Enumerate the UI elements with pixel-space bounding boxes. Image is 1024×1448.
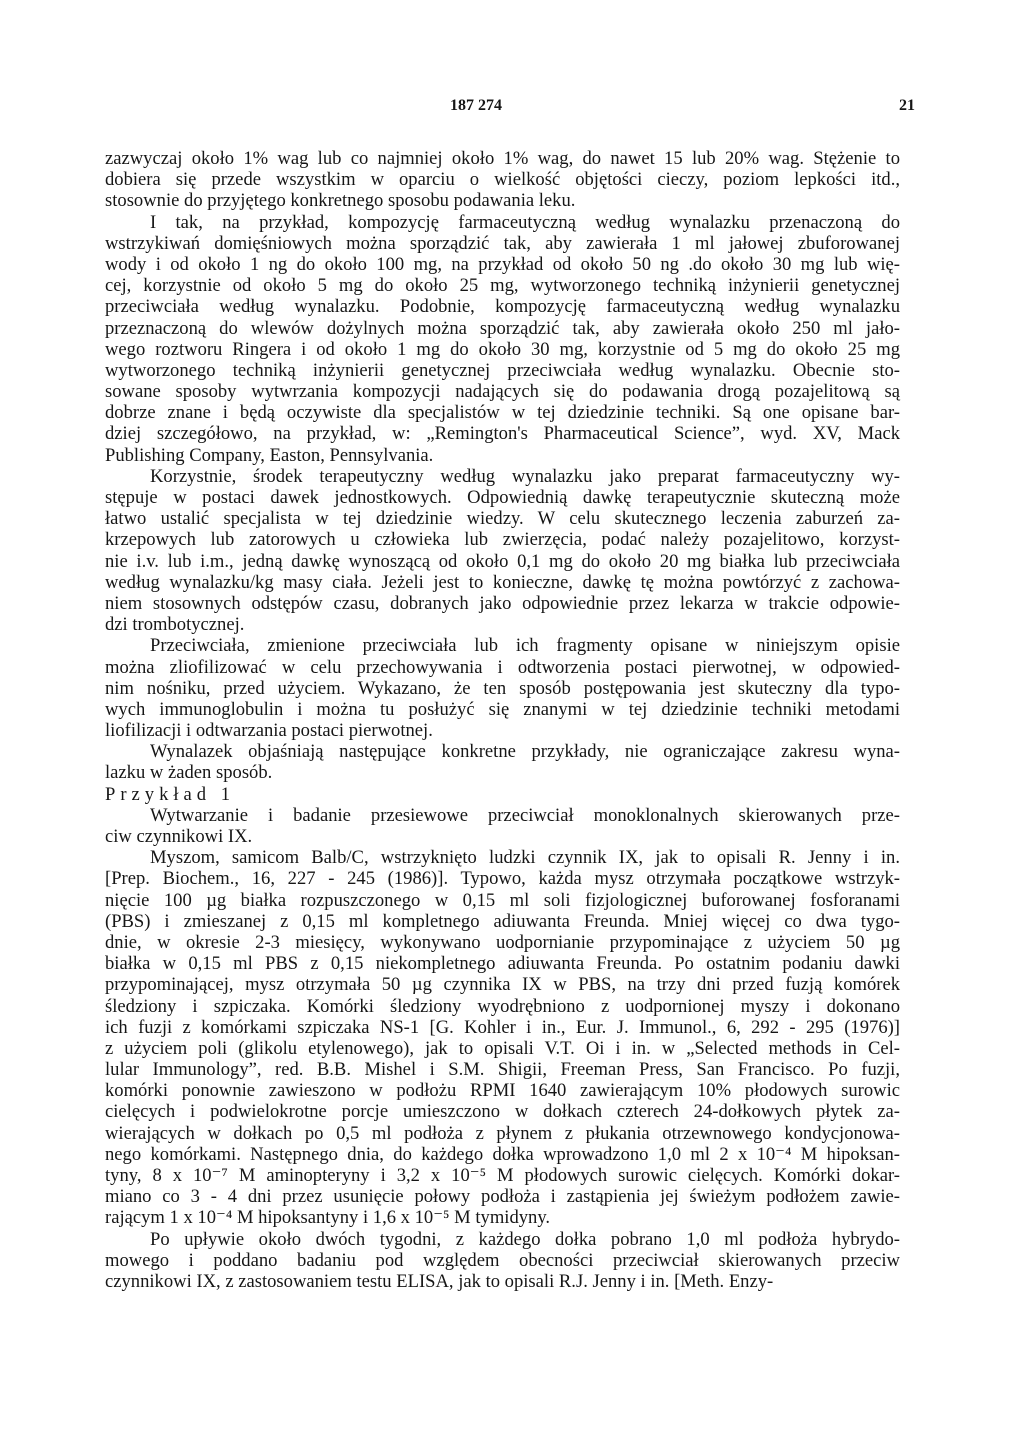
text-line: rającym 1 x 10⁻⁴ M hipoksantyny i 1,6 x 10⁻⁵ M tymidyny. <box>105 1207 551 1229</box>
text-line: lular Immunology”, red. B.B. Mishel i S.M. Shigii, Freeman Press, San Francisco. Po fuzji, <box>105 1059 900 1081</box>
text-line: dnie, w okresie 2-3 miesięcy, wykonywano uodpornianie przypominające z użyciem 50 µg <box>105 931 900 953</box>
text-line: tyny, 8 x 10⁻⁷ M aminopteryny i 3,2 x 10⁻⁵ M płodowych surowic cielęcych. Komórki dokar- <box>105 1165 900 1186</box>
page-header <box>0 97 1024 121</box>
text-line: Po upływie około dwóch tygodni, z każdego dołka pobrano 1,0 ml podłoża hybrydo- <box>150 1228 900 1250</box>
patent-number: 187 274 <box>450 97 502 114</box>
text-line: wego roztworu Ringera i od około 1 mg do około 30 mg, korzystnie od 5 mg do około 25 mg <box>105 338 900 360</box>
paragraph <box>105 805 900 847</box>
example-heading <box>105 784 900 805</box>
text-line: lazku w żaden sposób. <box>105 762 273 784</box>
paragraph <box>105 466 900 636</box>
text-line: zazwyczaj około 1% wag lub co najmniej około 1% wag, do nawet 15 lub 20% wag. Stężenie to <box>105 148 900 169</box>
text-line: dobrze znane i będą oczywiste dla specjalistów w tej dziedzinie techniki. Są one opisane bar- <box>105 402 900 424</box>
text-line: białka w 0,15 ml PBS z 0,15 niekompletnego adiuwanta Freunda. Po ostatnim podaniu dawki <box>105 953 900 975</box>
text-line: liofilizacji i odtwarzania postaci pierwotnej. <box>105 720 433 742</box>
text-line: I tak, na przykład, kompozycję farmaceutyczną według wynalazku przenaczoną do <box>150 211 900 233</box>
text-line: krzepowych lub zatorowych u człowieka lub zwierzęcia, podać należy pozajelitowo, korzyst- <box>105 529 900 551</box>
text-line: [Prep. Biochem., 16, 227 - 245 (1986)]. Typowo, każda mysz otrzymała początkowe wstrzyk- <box>105 868 900 890</box>
text-line: z użyciem poli (glikolu etylenowego), jak to opisali V.T. Oi i in. w „Selected methods in Cel- <box>105 1037 900 1059</box>
text-line: przypominającej, mysz otrzymała 50 µg czynnika IX w PBS, na trzy dni przed fuzją komórek <box>105 974 900 996</box>
text-line: Przeciwciała, zmienione przeciwciała lub ich fragmenty opisane w niniejszym opisie <box>150 635 900 657</box>
text-line: miano co 3 - 4 dni przez usunięcie połowy podłoża i zastąpienia jej świeżym podłożem zawie- <box>105 1186 900 1208</box>
text-line: wierających w dołkach po 0,5 ml podłoża z płynem z płukania otrzewnowego kondycjonowa- <box>105 1122 900 1144</box>
paragraph <box>105 148 900 212</box>
text-line: śledziony i szpiczaka. Komórki śledziony wyodrębniono z uodpornionej myszy i dokonano <box>105 995 900 1017</box>
text-line: mowego i poddano badaniu pod względem obecności przeciwciał skierowanych przeciw <box>105 1249 900 1271</box>
text-line: ciw czynnikowi IX. <box>105 826 253 847</box>
text-line: dzi trombotycznej. <box>105 614 245 636</box>
text-line: Korzystnie, środek terapeutyczny według wynalazku jako preparat farmaceutyczny wy- <box>150 465 900 487</box>
paragraph <box>105 1229 900 1293</box>
text-line: stępuje w postaci dawek jednostkowych. Odpowiednią dawkę terapeutycznie skuteczną może <box>105 487 900 508</box>
text-line: wych immunoglobulin i można tu posłużyć się znanymi w tej dziedzinie techniki metodami <box>105 698 900 720</box>
text-line: ich fuzji z komórkami szpiczaka NS-1 [G. Kohler i in., Eur. J. Immunol., 6, 292 - 295 (1976)] <box>105 1016 900 1038</box>
heading-text: Przykład 1 <box>105 783 236 805</box>
paragraph <box>105 212 900 466</box>
text-line: przeciwciała według wynalazku. Podobnie, kompozycję farmaceutyczną według wynalazku <box>105 296 900 318</box>
text-line: Myszom, samicom Balb/C, wstrzyknięto ludzki czynnik IX, jak to opisali R. Jenny i in. <box>150 847 900 869</box>
text-line: wytworzonego techniką inżynierii genetycznej przeciwciała według wynalazku. Obecnie sto- <box>105 359 900 381</box>
text-line: niem stosownych odstępów czasu, dobranych jako odpowiednie przez lekarza w trakcie odpowie- <box>105 592 900 614</box>
text-line: stosownie do przyjętego konkretnego sposobu podawania leku. <box>105 190 576 212</box>
text-line: cej, korzystnie od około 5 mg do około 25 mg, wytworzonego techniką inżynierii genetycznej <box>105 275 900 297</box>
text-line: wody i od około 1 ng do około 100 mg, na przykład od około 50 ng .do około 30 mg lub wię- <box>105 253 900 275</box>
text-line: dobiera się przede wszystkim w oparciu o wielkość objętości cieczy, poziom lepkości itd., <box>105 169 900 191</box>
text-line: sowane sposoby wytwrzania kompozycji nadających się do podawania drogą pozajelitową są <box>105 381 900 403</box>
text-line: Publishing Company, Easton, Pennsylvania. <box>105 444 434 466</box>
text-line: przeznaczoną do wlewów dożylnych można sporządzić tak, aby zawierała około 250 ml jało- <box>105 317 900 339</box>
body-text <box>105 148 900 1292</box>
text-line: komórki ponownie zawieszono w podłożu RPMI 1640 zawierającym 10% płodowych surowic <box>105 1080 900 1102</box>
paragraph <box>105 635 900 741</box>
paragraph <box>105 741 900 783</box>
text-line: nie i.v. lub i.m., jedną dawkę wynoszącą od około 0,1 mg do około 20 mg białka lub przeciwciała <box>105 550 900 572</box>
text-line: według wynalazku/kg masy ciała. Jeżeli jest to konieczne, dawkę tę można powtórzyć z zachowa- <box>105 571 900 593</box>
paragraph <box>105 847 900 1228</box>
text-line: dziej szczegółowo, na przykład, w: „Remington's Pharmaceutical Science”, wyd. XV, Mack <box>105 423 900 445</box>
text-line: nim nośniku, przed użyciem. Wykazano, że ten sposób postępowania jest skuteczny dla typo- <box>105 677 900 699</box>
text-line: (PBS) i zmieszanej z 0,15 ml kompletnego adiuwanta Freunda. Mniej więcej co dwa tygo- <box>105 910 900 932</box>
page-number: 21 <box>899 97 915 114</box>
text-line: można zliofilizować w celu przechowywania i odtworzenia postaci pierwotnej, w odpowied- <box>105 656 900 678</box>
text-line: czynnikowi IX, z zastosowaniem testu ELISA, jak to opisali R.J. Jenny i in. [Meth. Enzy- <box>105 1270 774 1292</box>
text-line: Wynalazek objaśniają następujące konkretne przykłady, nie ograniczające zakresu wyna- <box>150 741 900 763</box>
text-line: nego komórkami. Następnego dnia, do każdego dołka wprowadzono 1,0 ml 2 x 10⁻⁴ M hipoksan- <box>105 1143 900 1165</box>
text-line: cielęcych i podwielokrotne porcje umieszczono w dołkach czterech 24-dołkowych płytek za- <box>105 1101 900 1123</box>
text-line: Wytwarzanie i badanie przesiewowe przeciwciał monoklonalnych skierowanych prze- <box>150 804 900 826</box>
text-line: wstrzykiwań domięśniowych można sporządzić tak, aby zawierała 1 ml jałowej zbuforowanej <box>105 232 900 254</box>
text-line: nięcie 100 µg białka rozpuszczonego w 0,15 ml soli fizjologicznej buforowanej fosforanami <box>105 889 900 911</box>
text-line: łatwo ustalić specjalista w tej dziedzinie wiedzy. W celu skutecznego leczenia zaburzeń za- <box>105 508 900 530</box>
